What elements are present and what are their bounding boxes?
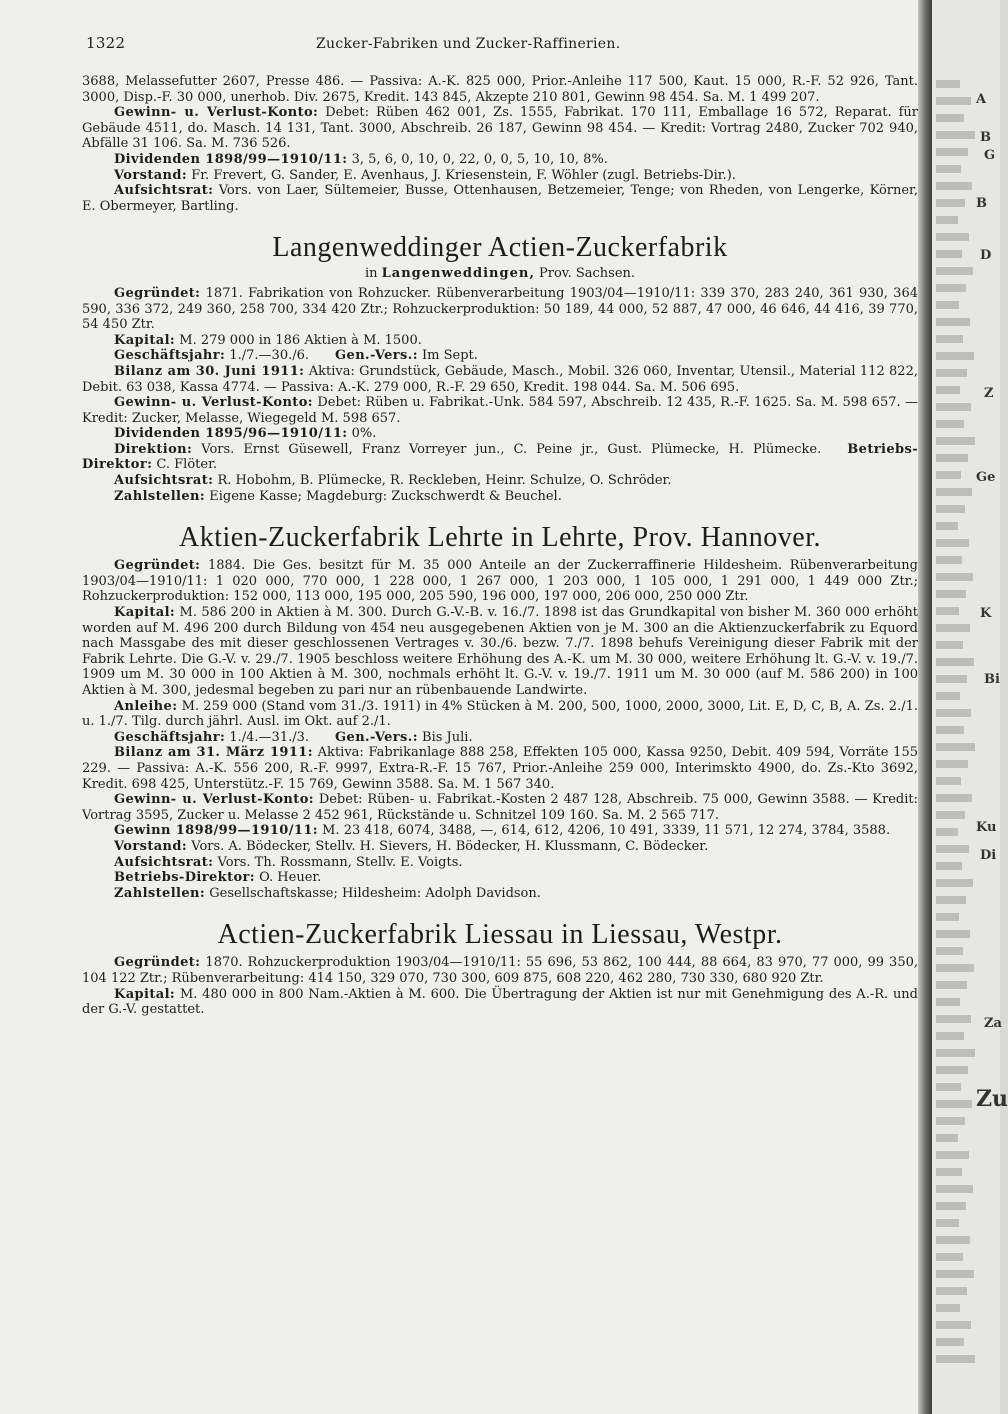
- adjacent-page-text-line: [936, 896, 966, 904]
- entry-paragraph: [82, 183, 918, 214]
- field-text: 1./4.—31./3.: [229, 729, 310, 745]
- adjacent-page-text-line: [936, 862, 962, 870]
- adjacent-page-text-line: [936, 709, 971, 717]
- adjacent-page-text-line: [936, 97, 971, 105]
- page-header: [86, 34, 876, 58]
- adjacent-page-fragment: B: [980, 130, 991, 145]
- field-text: Debet: Rüben 462 001, Zs. 1555, Fabrikat. 170 111, Emballage 16 572, Reparat. für Gebäude 4511, do. Masch. 14 131, Tant. 3000, Abschreib. 26 187, Gewinn 98 454. — Kredit: Vortrag 2480, Zucker 702 940, Abfälle 31 106. Sa. M. 736 526.: [82, 105, 918, 152]
- field-text: 1870. Rohzuckerproduktion 1903/04—1910/11: 55 696, 53 862, 100 444, 88 664, 83 970, 77 000, 99 350, 104 122 Ztr.; Rübenverarbeitung: 414 150, 329 070, 730 300, 609 875, 608 220, 462 280, 730 330, 680 920 Ztr.: [82, 955, 918, 986]
- field-label: Gegründet:: [114, 558, 201, 574]
- field-text: Vors. Ernst Güsewell, Franz Vorreyer jun., C. Peine jr., Gust. Plümecke, H. Plümecke.: [201, 441, 822, 457]
- field-label: Bilanz am 30. Juni 1911:: [114, 363, 305, 379]
- field-text: C. Flöter.: [156, 457, 217, 473]
- field-text: Im Sept.: [422, 348, 478, 364]
- adjacent-page-text-line: [936, 828, 958, 836]
- field-text: Gesellschaftskasse; Hildesheim: Adolph Davidson.: [209, 885, 541, 901]
- adjacent-page-text-line: [936, 182, 972, 190]
- adjacent-page-fragment: Z: [984, 386, 994, 401]
- adjacent-page-text-line: [936, 1015, 971, 1023]
- adjacent-page-text-line: [936, 80, 960, 88]
- company-entry: [82, 522, 918, 901]
- adjacent-page-text-line: [936, 1100, 972, 1108]
- adjacent-page-text-line: [936, 505, 965, 513]
- adjacent-page-fragment: D: [980, 248, 992, 263]
- adjacent-page-text-line: [936, 199, 965, 207]
- adjacent-page-fragment: Ge: [976, 470, 996, 485]
- entry-paragraph: [82, 699, 918, 730]
- adjacent-page-text-line: [936, 998, 960, 1006]
- adjacent-page-fragment: Di: [980, 848, 997, 863]
- adjacent-page-text-line: [936, 964, 974, 972]
- entry-paragraph: [82, 489, 918, 505]
- adjacent-page-text-line: [936, 913, 959, 921]
- field-text: Debet: Rüben u. Fabrikat.-Unk. 584 597, Abschreib. 12 435, R.-F. 1625. Sa. M. 598 657. — Kredit: Zucker, Melasse, Wiegegeld M. 598 657.: [82, 395, 918, 426]
- adjacent-page-fragment: Bi: [984, 672, 1000, 687]
- adjacent-page-text-line: [936, 1270, 974, 1278]
- adjacent-page-text-line: [936, 1066, 968, 1074]
- adjacent-page-text-line: [936, 1032, 964, 1040]
- adjacent-page-text-line: [936, 1117, 965, 1125]
- adjacent-page-text-line: [936, 590, 966, 598]
- adjacent-page-fragment: B: [976, 196, 987, 211]
- running-title: Zucker-Fabriken und Zucker-Raffinerien.: [316, 36, 621, 52]
- entry-paragraph: [82, 286, 918, 333]
- adjacent-page-text-line: [936, 930, 970, 938]
- page-number: 1322: [86, 34, 126, 52]
- adjacent-page-text-line: [936, 420, 964, 428]
- adjacent-page-text-line: [936, 488, 972, 496]
- adjacent-page-edge: [932, 0, 1008, 1414]
- adjacent-page-text-line: [936, 1151, 969, 1159]
- adjacent-page-text-line: [936, 760, 968, 768]
- entry-paragraph: [82, 74, 918, 105]
- adjacent-page-text-line: [936, 250, 962, 258]
- location-place: Langenweddingen,: [381, 266, 535, 282]
- entry-paragraph: [82, 558, 918, 605]
- adjacent-page-fragment: G: [984, 148, 996, 163]
- field-text: Aktiva: Fabrikanlage 888 258, Effekten 105 000, Kassa 9250, Debit. 409 594, Vorräte 155 229. — Passiva: A.-K. 556 200, R.-F. 9997, Extra-R.-F. 15 767, Prior.-Anleihe 259 000, Interimskto 4900, do. Zs.-Kto 3692, Kredit. 698 425, Unterstütz.-F. 15 769, Gewinn 3588. Sa. M. 1 567 340.: [82, 745, 918, 792]
- adjacent-page-text-line: [936, 624, 970, 632]
- page-body: [82, 74, 918, 1018]
- adjacent-page-text-line: [936, 1219, 959, 1227]
- entry-paragraph: [82, 870, 918, 886]
- adjacent-page-text-line: [936, 114, 964, 122]
- field-text: M. 23 418, 6074, 3488, —, 614, 612, 4206, 10 491, 3339, 11 571, 12 274, 3784, 3588.: [322, 823, 891, 839]
- adjacent-page-text-line: [936, 1304, 960, 1312]
- field-label: Geschäftsjahr:: [114, 348, 226, 364]
- adjacent-page-text-line: [936, 981, 967, 989]
- entry-paragraph: [82, 792, 918, 823]
- adjacent-page-text-line: [936, 131, 975, 139]
- adjacent-page-text-line: [936, 403, 971, 411]
- entry-paragraph: [82, 955, 918, 986]
- field-text: 0%.: [351, 426, 377, 442]
- field-text: 3688, Melassefutter 2607, Presse 486. — Passiva: A.-K. 825 000, Prior.-Anleihe 117 500, Kaut. 15 000, R.-F. 52 926, Tant. 3000, Disp.-F. 30 000, unerhob. Div. 2675, Kredit. 143 845, Akzepte 210 801, Gewinn 98 454. Sa. M. 1 499 207.: [82, 74, 918, 105]
- field-label: Vorstand:: [114, 167, 188, 183]
- adjacent-page-text-line: [936, 539, 969, 547]
- field-label: Gewinn- u. Verlust-Konto:: [114, 105, 319, 121]
- entry-paragraph: [82, 152, 918, 168]
- adjacent-page-text-line: [936, 1321, 971, 1329]
- adjacent-page-text-line: [936, 947, 963, 955]
- field-text: M. 480 000 in 800 Nam.-Aktien à M. 600. Die Übertragung der Aktien ist nur mit Genehmigung des A.-R. und der G.-V. gestattet.: [82, 986, 919, 1018]
- adjacent-page-text-line: [936, 1202, 966, 1210]
- adjacent-page-text-line: [936, 1134, 958, 1142]
- company-title: Aktien-Zuckerfabrik Lehrte in Lehrte, Prov. Hannover.: [178, 522, 821, 554]
- adjacent-page-text-line: [936, 352, 974, 360]
- field-label: Anleihe:: [114, 698, 178, 714]
- adjacent-page-text-line: [936, 165, 961, 173]
- field-text: Aktiva: Grundstück, Gebäude, Masch., Mobil. 326 060, Inventar, Utensil., Material 112 822, Debit. 63 038, Kassa 4774. — Passiva: A.-K. 279 000, R.-F. 29 650, Kredit. 198 044. Sa. M. 506 695.: [82, 363, 918, 395]
- field-label: Dividenden 1895/96—1910/11:: [114, 426, 348, 442]
- adjacent-page-text-line: [936, 1253, 963, 1261]
- adjacent-page-text-line: [936, 148, 968, 156]
- entry-paragraph: [82, 333, 918, 349]
- field-label: Kapital:: [114, 332, 176, 348]
- adjacent-page-text-line: [936, 369, 967, 377]
- field-label: Dividenden 1898/99—1910/11:: [114, 151, 348, 167]
- entry-paragraph: [82, 745, 918, 792]
- field-label: Gen.-Vers.:: [335, 348, 418, 364]
- field-label: Geschäftsjahr:: [114, 729, 226, 745]
- field-text: Vors. Th. Rossmann, Stellv. E. Voigts.: [217, 854, 463, 870]
- field-text: Debet: Rüben- u. Fabrikat.-Kosten 2 487 128, Abschreib. 75 000, Gewinn 3588. — Kredit: Vortrag 3595, Zucker u. Melasse 2 452 961, Rückstände u. Schnitzel 109 160. Sa. M. 2 565 717.: [82, 792, 918, 823]
- field-text: 1871. Fabrikation von Rohzucker. Rübenverarbeitung 1903/04—1910/11: 339 370, 283 240, 361 930, 364 590, 336 372, 249 360, 258 700, 334 420 Ztr.; Rohzuckerproduktion: 50 189, 44 000, 52 887, 47 000, 46 646, 44 416, 39 770, 54 450 Ztr.: [82, 285, 918, 333]
- field-text: R. Hobohm, B. Plümecke, R. Reckleben, Heinr. Schulze, O. Schröder.: [217, 473, 672, 489]
- entry-paragraph: [82, 168, 918, 184]
- field-label: Betriebs-Direktor:: [114, 870, 255, 886]
- field-label: Gegründet:: [114, 285, 201, 301]
- continued-entry: [82, 74, 918, 214]
- adjacent-page-text-line: [936, 556, 962, 564]
- adjacent-page-text-line: [936, 522, 958, 530]
- entry-paragraph: [82, 987, 918, 1018]
- adjacent-page-text-line: [936, 233, 969, 241]
- adjacent-page-text-line: [936, 641, 963, 649]
- adjacent-page-text-line: [936, 675, 967, 683]
- field-text: M. 259 000 (Stand vom 31./3. 1911) in 4% Stücken à M. 200, 500, 1000, 2000, 3000, Lit. E, D, C, B, A. Zs. 2./1. u. 1./7. Tilg. durch jährl. Ausl. im Okt. auf 2./1.: [82, 698, 918, 730]
- field-text: 3, 5, 6, 0, 10, 0, 22, 0, 0, 5, 10, 10, 8%.: [351, 151, 608, 167]
- entry-paragraph: [82, 823, 918, 839]
- field-label: Gewinn- u. Verlust-Konto:: [114, 395, 313, 411]
- entry-paragraph: [82, 442, 918, 473]
- adjacent-page-fragment: A: [976, 92, 987, 107]
- field-text: Vors. A. Bödecker, Stellv. H. Sievers, H. Bödecker, H. Klussmann, C. Bödecker.: [191, 838, 709, 854]
- adjacent-page-text-line: [936, 1338, 964, 1346]
- field-label: Zahlstellen:: [114, 885, 206, 901]
- adjacent-page-fragment: Ku: [976, 820, 997, 835]
- field-text: Eigene Kasse; Magdeburg: Zuckschwerdt & Beuchel.: [209, 488, 562, 504]
- field-label: Aufsichtsrat:: [114, 854, 214, 870]
- adjacent-page-text-line: [936, 1168, 962, 1176]
- field-text: Fr. Frevert, G. Sander, E. Avenhaus, J. Kriesenstein, F. Wöhler (zugl. Betriebs-Dir.).: [191, 167, 736, 183]
- field-label: Bilanz am 31. März 1911:: [114, 745, 313, 761]
- field-text: Vors. von Laer, Sültemeier, Busse, Ottenhausen, Betzemeier, Tenge; von Rheden, von Lengerke, Körner, E. Obermeyer, Bartling.: [82, 183, 918, 214]
- entry-paragraph: [82, 105, 918, 152]
- adjacent-page-text-line: [936, 1083, 961, 1091]
- adjacent-page-text-line: [936, 845, 969, 853]
- entry-paragraph: [82, 839, 918, 855]
- entry-paragraph: [82, 886, 918, 902]
- adjacent-page-text-line: [936, 1185, 973, 1193]
- adjacent-page-text-line: [936, 216, 958, 224]
- field-label: Gewinn- u. Verlust-Konto:: [114, 792, 314, 808]
- field-label: Gegründet:: [114, 955, 201, 971]
- adjacent-page-text-line: [936, 454, 968, 462]
- field-label: Kapital:: [114, 605, 176, 621]
- location-prefix: in: [364, 266, 378, 282]
- adjacent-page-text-line: [936, 335, 963, 343]
- adjacent-page-text-line: [936, 386, 960, 394]
- entry-paragraph: [82, 395, 918, 426]
- adjacent-page-text-line: [936, 743, 975, 751]
- field-label: Gewinn 1898/99—1910/11:: [114, 823, 318, 839]
- adjacent-page-text-line: [936, 573, 973, 581]
- field-label: Kapital:: [114, 986, 176, 1002]
- field-text: O. Heuer.: [259, 870, 322, 886]
- entry-paragraph: [82, 364, 918, 395]
- adjacent-page-fragment: K: [980, 606, 992, 621]
- company-location: [82, 266, 918, 282]
- adjacent-page-text-line: [936, 1355, 975, 1363]
- company-title: Langenweddinger Actien-Zuckerfabrik: [272, 232, 728, 264]
- adjacent-page-text-line: [936, 607, 959, 615]
- adjacent-page-text-line: [936, 437, 975, 445]
- company-entry: [82, 232, 918, 504]
- adjacent-page-text-line: [936, 318, 970, 326]
- company-entry: [82, 919, 918, 1017]
- adjacent-page-fragment: Zu: [976, 1086, 1008, 1112]
- adjacent-page-text-line: [936, 726, 964, 734]
- adjacent-page-fragment: Za: [984, 1016, 1002, 1031]
- adjacent-page-text-line: [936, 301, 959, 309]
- book-gutter: [918, 0, 932, 1414]
- adjacent-page-text-line: [936, 471, 961, 479]
- field-label: Aufsichtsrat:: [114, 473, 214, 489]
- field-text: M. 279 000 in 186 Aktien à M. 1500.: [179, 332, 422, 348]
- field-label: Gen.-Vers.:: [335, 729, 418, 745]
- field-text: Bis Juli.: [422, 729, 473, 745]
- adjacent-page-text-line: [936, 777, 961, 785]
- adjacent-page-text-line: [936, 692, 960, 700]
- field-text: 1./7.—30./6.: [229, 348, 310, 364]
- adjacent-page-text-line: [936, 1049, 975, 1057]
- adjacent-page-text-line: [936, 794, 972, 802]
- entry-paragraph: [82, 855, 918, 871]
- field-text: 1884. Die Ges. besitzt für M. 35 000 Anteile an der Zuckerraffinerie Hildesheim. Rübenverarbeitung 1903/04—1910/11: 1 020 000, 770 000, 1 228 000, 1 267 000, 1 203 000, 1 105 000, 1 291 000, 1 449 000 Ztr.; Rohzuckerproduktion: 152 000, 113 000, 195 000, 205 590, 196 000, 197 000, 206 000, 250 000 Ztr.: [82, 558, 918, 605]
- entry-paragraph: [82, 605, 918, 699]
- entry-paragraph: [82, 348, 918, 364]
- adjacent-page-text-line: [936, 811, 965, 819]
- adjacent-page-text-line: [936, 1287, 967, 1295]
- entry-paragraph: [82, 426, 918, 442]
- adjacent-page-text-line: [936, 1236, 970, 1244]
- company-title: Actien-Zuckerfabrik Liessau in Liessau, Westpr.: [217, 919, 783, 951]
- field-label: Aufsichtsrat:: [114, 183, 214, 199]
- adjacent-page-text-line: [936, 267, 973, 275]
- entry-paragraph: [82, 730, 918, 746]
- field-label: Vorstand:: [114, 838, 188, 854]
- field-text: M. 586 200 in Aktien à M. 300. Durch G.-V.-B. v. 16./7. 1898 ist das Grundkapital von bisher M. 360 000 erhöht worden auf M. 496 200 durch Bildung von 454 neu ausgegebenen Aktien von je M. 300 an die Aktienzuckerfabrik zu Equord nach Massgabe des mit dieser geschlossenen Vertrages v. 30./6. bezw. 7./7. 1898 behufs Vereinigung dieser Fabrik mit der Fabrik Lehrte. Die G.-V. v. 29./7. 1905 beschloss weitere Erhöhung des A.-K. um M. 30 000, weitere Erhöhung lt. G.-V. v. 19./7. 1909 um M. 30 000 in 100 Aktien à M. 300, nochmals erhöht lt. G.-V. v. 19./7. 1911 um M. 30 000 (auf M. 586 200) in 100 Aktien à M. 300, jedesmal begeben zu pari nur an rübenbauende Landwirte.: [82, 605, 918, 698]
- entry-paragraph: [82, 473, 918, 489]
- adjacent-page-text-line: [936, 879, 973, 887]
- adjacent-page-text-line: [936, 658, 974, 666]
- field-label: Direktion:: [114, 441, 193, 457]
- company-entries: [82, 232, 918, 1017]
- location-suffix: Prov. Sachsen.: [538, 266, 636, 282]
- field-label: Betriebs-Direktor:: [82, 441, 918, 473]
- adjacent-page-text-line: [936, 284, 966, 292]
- field-label: Zahlstellen:: [114, 488, 206, 504]
